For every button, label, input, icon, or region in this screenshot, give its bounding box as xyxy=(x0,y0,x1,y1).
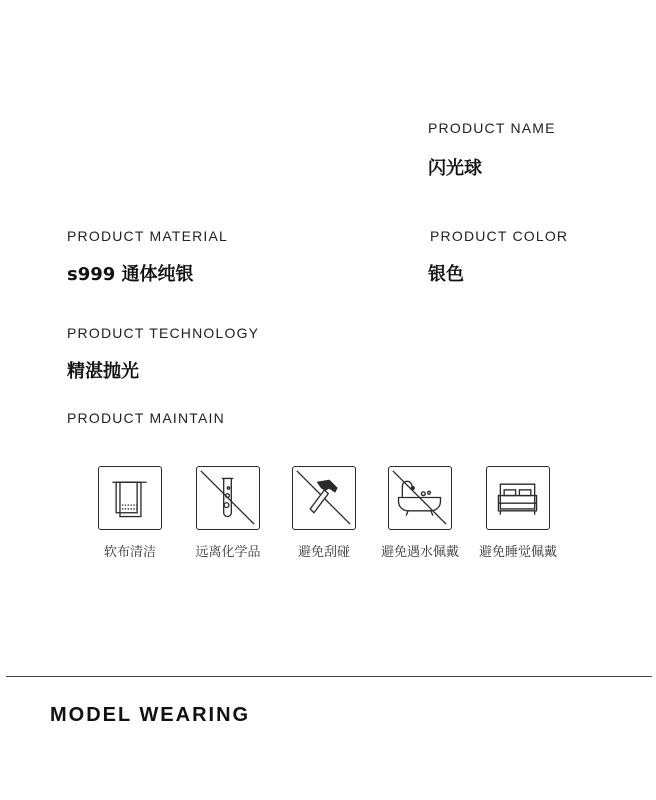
no-water-caption: 避免遇水佩戴 xyxy=(380,545,459,560)
no-sleep-bed-icon xyxy=(486,466,550,530)
product-name-label: PRODUCT NAME xyxy=(428,120,556,136)
no-scratch-hammer-icon xyxy=(292,466,356,530)
product-material-label: PRODUCT MATERIAL xyxy=(67,228,229,244)
product-technology-value: 精湛抛光 xyxy=(67,361,139,382)
product-color-value: 银色 xyxy=(428,264,464,285)
no-water-bathtub-icon xyxy=(388,466,452,530)
towel-caption: 软布清洁 xyxy=(103,545,156,560)
product-material-value: s999 通体纯银 xyxy=(67,264,194,285)
product-technology-label: PRODUCT TECHNOLOGY xyxy=(67,325,260,341)
product-maintain-label: PRODUCT MAINTAIN xyxy=(67,410,225,426)
product-name-value: 闪光球 xyxy=(428,158,482,179)
model-wearing-title: MODEL WEARING xyxy=(50,704,251,726)
no-chemicals-icon xyxy=(196,466,260,530)
product-color-label: PRODUCT COLOR xyxy=(430,228,569,244)
no-sleep-caption: 避免睡觉佩戴 xyxy=(478,545,557,560)
towel-icon xyxy=(98,466,162,530)
no-scratch-caption: 避免刮碰 xyxy=(297,545,350,560)
no-chemicals-caption: 远离化学品 xyxy=(195,545,261,560)
section-divider xyxy=(6,676,652,677)
